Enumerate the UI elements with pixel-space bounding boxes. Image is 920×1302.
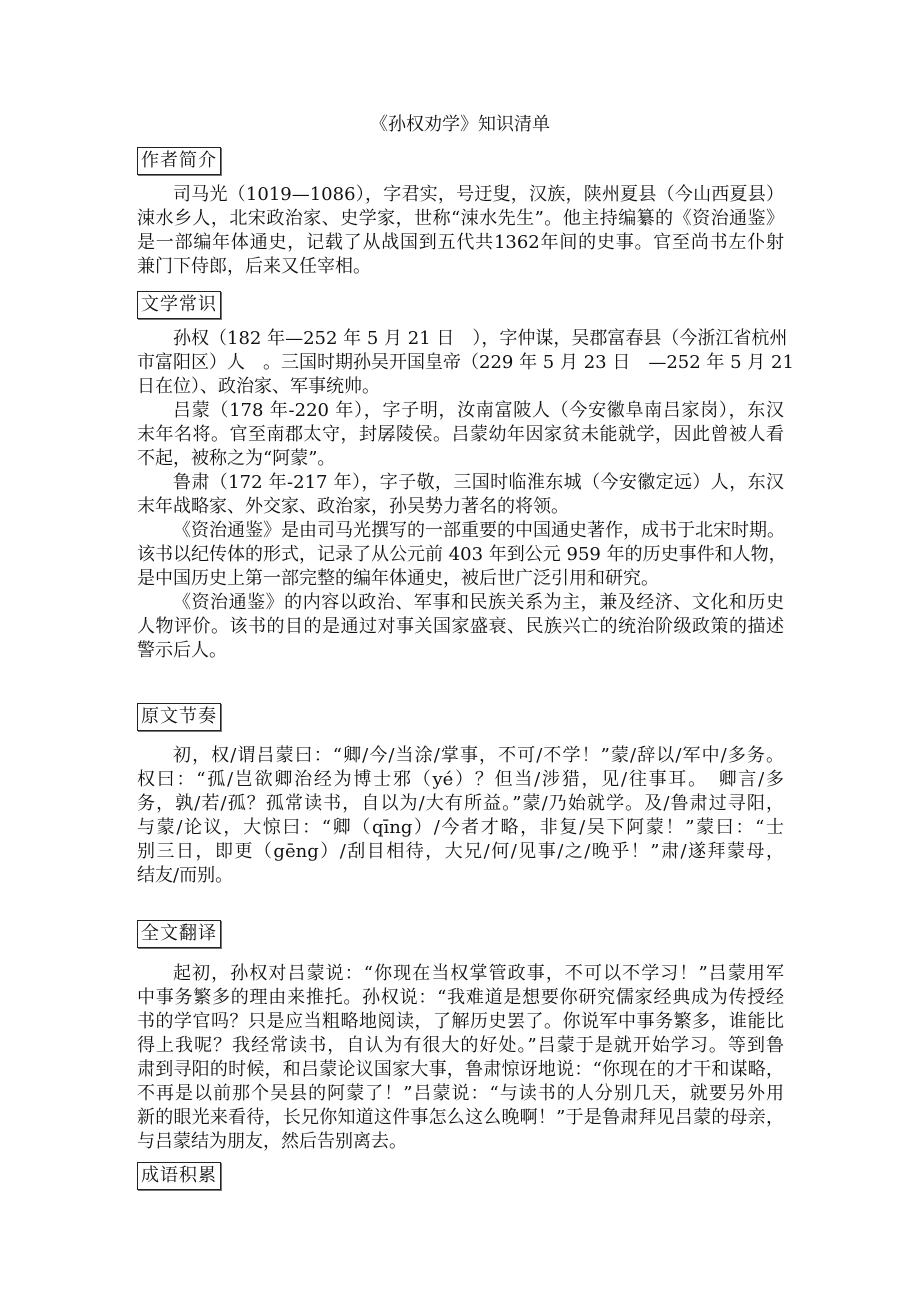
paragraph-line: 不再是以前那个吴县的阿蒙了！”吕蒙说：“与读书的人分别几天，就要另外用 — [137, 1083, 784, 1104]
paragraph-line: 书的学官吗？只是应当粗略地阅读，了解历史罢了。你说军中事务繁多，谁能比 — [137, 1011, 784, 1032]
paragraph-line: 警示后人。 — [137, 640, 227, 661]
paragraph-line: 与吕蒙结为朋友，然后告别离去。 — [137, 1131, 407, 1152]
literary-knowledge-heading: 文学常识 — [137, 291, 221, 319]
paragraph-line: 吕蒙（178 年-220 年），字子明，汝南富陂人（今安徽阜南吕家岗），东汉 — [173, 400, 784, 421]
paragraph-line: 是中国历史上第一部完整的编年体通史，被后世广泛引用和研究。 — [137, 568, 659, 589]
full-translation-heading: 全文翻译 — [137, 920, 221, 948]
paragraph-line: 中事务繁多的理由来推托。孙权说：“我难道是想要你研究儒家经典成为传授经 — [137, 987, 784, 1008]
paragraph-line: 市富阳区）人 。三国时期孙吴开国皇帝（229 年 5 月 23 日 —252 年 5 月 21 — [137, 352, 794, 373]
paragraph-line: 司马光（1019—1086），字君实，号迂叟，汉族，陕州夏县（今山西夏县） — [173, 184, 784, 205]
literary-knowledge-section — [137, 327, 794, 663]
paragraph-line: 得上我呢？我经常读书，自认为有很大的好处。”吕蒙于是就开始学习。等到鲁 — [137, 1035, 784, 1056]
paragraph-line: 日在位）、政治家、军事统帅。 — [137, 376, 380, 397]
paragraph-line: 新的眼光来看待，长兄你知道这件事怎么这么晚啊！”于是鲁肃拜见吕蒙的母亲， — [137, 1107, 784, 1128]
original-rhythm-section — [137, 744, 784, 888]
paragraph-line: 兼门下侍郎，后来又任宰相。 — [137, 256, 371, 277]
paragraph-line: 涑水乡人，北宋政治家、史学家，世称“涑水先生”。他主持编纂的《资治通鉴》 — [137, 208, 784, 229]
paragraph-line: 该书以纪传体的形式，记录了从公元前 403 年到公元 959 年的历史事件和人物， — [137, 544, 787, 565]
paragraph-line: 人物评价。该书的目的是通过对事关国家盛衰、民族兴亡的统治阶级政策的描述 — [137, 616, 784, 637]
paragraph-line: 初，权/谓吕蒙曰：“卿/今/当涂/掌事，不可/不学！”蒙/辞以/军中/多务。 — [173, 745, 784, 766]
full-translation-section — [137, 962, 784, 1154]
paragraph-line: 末年战略家、外交家、政治家，孙吴势力著名的将领。 — [137, 496, 569, 517]
paragraph-line: 鲁肃（172 年-217 年），字子敬，三国时临淮东城（今安徽定远）人，东汉 — [173, 472, 784, 493]
original-rhythm-heading: 原文节奏 — [137, 703, 221, 731]
idiom-accumulation-heading: 成语积累 — [137, 1162, 221, 1190]
paragraph-line: 起初，孙权对吕蒙说：“你现在当权掌管政事，不可以不学习！”吕蒙用军 — [173, 963, 784, 984]
author-intro-heading: 作者简介 — [137, 147, 221, 175]
paragraph-line: 务，孰/若/孤？孤常读书，自以为/大有所益。”蒙/乃始就学。及/鲁肃过寻阳， — [137, 793, 784, 814]
paragraph-line: 《资治通鉴》的内容以政治、军事和民族关系为主，兼及经济、文化和历史 — [173, 592, 784, 613]
paragraph-line: 别三日，即更（gēng）/刮目相待，大兄/何/见事/之/晚乎！”肃/遂拜蒙母， — [137, 841, 784, 862]
paragraph-line: 《资治通鉴》是由司马光撰写的一部重要的中国通史著作，成书于北宋时期。 — [173, 520, 785, 541]
paragraph-line: 与蒙/论议，大惊曰：“卿（qīng）/今者才略，非复/吴下阿蒙！”蒙曰：“士 — [137, 817, 784, 838]
author-intro-section — [137, 183, 784, 279]
document-title: 《孙权劝学》知识清单 — [370, 114, 550, 135]
paragraph-line: 权曰：“孤/岂欲卿治经为博士邪（yé）？但当/涉猎，见/往事耳。 卿言/多 — [137, 769, 784, 790]
paragraph-line: 不起，被称之为“阿蒙”。 — [137, 448, 336, 469]
paragraph-line: 结友/而别。 — [137, 865, 234, 886]
paragraph-line: 末年名将。官至南郡太守，封孱陵侯。吕蒙幼年因家贫未能就学，因此曾被人看 — [137, 424, 784, 445]
paragraph-line: 是一部编年体通史，记载了从战国到五代共1362年间的史事。官至尚书左仆射 — [137, 232, 784, 253]
paragraph-line: 孙权（182 年—252 年 5 月 21 日 ），字仲谋，吴郡富春县（今浙江省杭州 — [173, 328, 788, 349]
paragraph-line: 肃到寻阳的时候，和吕蒙论议国家大事，鲁肃惊讶地说：“你现在的才干和谋略， — [137, 1059, 784, 1080]
